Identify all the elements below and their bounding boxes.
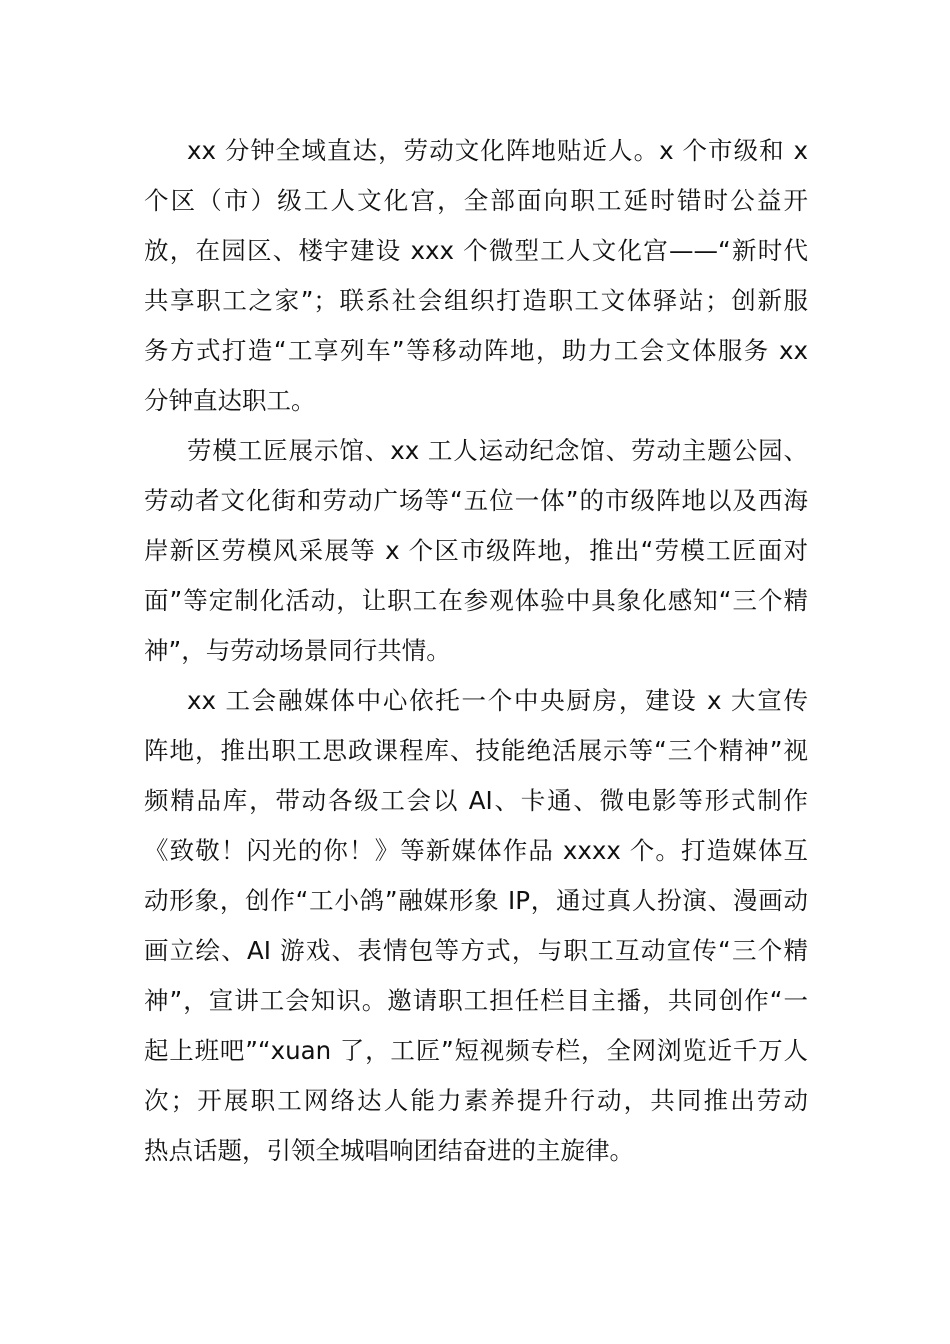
document-body (144, 126, 808, 1176)
text-line: 劳动者文化街和劳动广场等“五位一体”的市级阵地以及西海 (144, 486, 808, 515)
text-line: 次；开展职工网络达人能力素养提升行动，共同推出劳动 (144, 1086, 808, 1115)
text-line: xx 工会融媒体中心依托一个中央厨房，建设 x 大宣传 (187, 686, 808, 715)
text-line: 岸新区劳模风采展等 x 个区市级阵地，推出“劳模工匠面对 (144, 536, 808, 565)
text-line: 放，在园区、楼宇建设 xxx 个微型工人文化宫——“新时代 (144, 236, 808, 265)
text-line: 起上班吧”“xuan 了，工匠”短视频专栏，全网浏览近千万人 (144, 1036, 808, 1065)
text-line: 面”等定制化活动，让职工在参观体验中具象化感知“三个精 (144, 586, 808, 615)
paragraph-culture-stations (144, 126, 808, 426)
text-line: 《致敬！闪光的你！》等新媒体作品 xxxx 个。打造媒体互 (144, 836, 808, 865)
text-line: 动形象，创作“工小鸽”融媒形象 IP，通过真人扮演、漫画动 (144, 886, 808, 915)
text-line: 热点话题，引领全城唱响团结奋进的主旋律。 (144, 1136, 634, 1165)
text-line: 共享职工之家”；联系社会组织打造职工文体驿站；创新服 (144, 286, 808, 315)
text-line: 务方式打造“工享列车”等移动阵地，助力工会文体服务 xx (144, 336, 808, 365)
text-line: 劳模工匠展示馆、xx 工人运动纪念馆、劳动主题公园、 (187, 436, 808, 465)
text-line: 神”，与劳动场景同行共情。 (144, 636, 451, 665)
text-line: xx 分钟全域直达，劳动文化阵地贴近人。x 个市级和 x (187, 136, 808, 165)
text-line: 频精品库，带动各级工会以 AI、卡通、微电影等形式制作 (144, 786, 808, 815)
paragraph-media-center (144, 676, 808, 1176)
text-line: 阵地，推出职工思政课程库、技能绝活展示等“三个精神”视 (144, 736, 808, 765)
text-line: 神”，宣讲工会知识。邀请职工担任栏目主播，共同创作“一 (144, 986, 808, 1015)
text-line: 分钟直达职工。 (144, 386, 316, 415)
text-line: 个区（市）级工人文化宫，全部面向职工延时错时公益开 (144, 186, 808, 215)
text-line: 画立绘、AI 游戏、表情包等方式，与职工互动宣传“三个精 (144, 936, 808, 965)
paragraph-model-workers (144, 426, 808, 676)
